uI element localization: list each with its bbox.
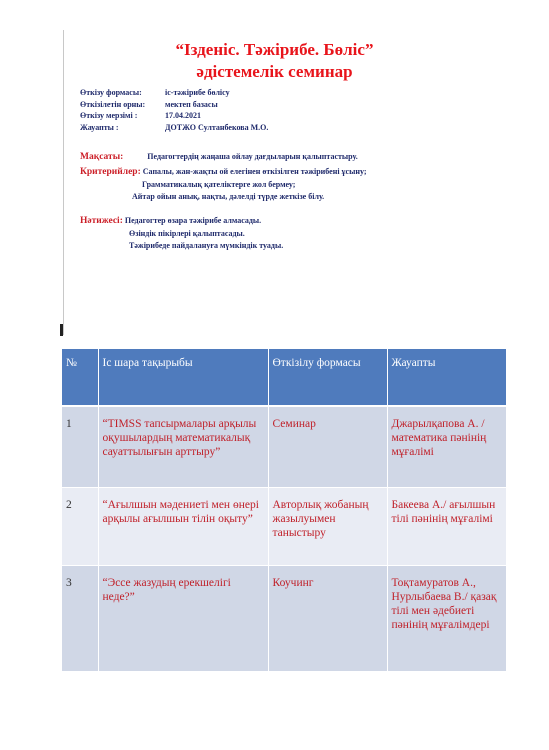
cell-topic: “TIMSS тапсырмалары арқылы оқушылардың математикалық сауаттылығын арттыру” <box>98 406 268 488</box>
header-topic: Іс шара тақырыбы <box>98 349 268 406</box>
info-key: Жауапты : <box>80 122 119 132</box>
cell-form: Коучинг <box>268 566 387 672</box>
header-form: Өткізілу формасы <box>268 349 387 406</box>
goal-label: Мақсаты: <box>80 152 124 162</box>
goal-text: Педагогтердің жаңаша ойлау дағдыларын қалыптастыру. <box>147 152 358 161</box>
result-label: Нәтижесі: <box>80 216 123 226</box>
goal-section <box>80 151 358 164</box>
result-section <box>80 215 283 253</box>
info-row-form <box>80 87 268 99</box>
header-responsible: Жауапты <box>387 349 506 406</box>
title-line-1: “Ізденіс. Тәжірибе. Бөліс” <box>175 40 374 59</box>
event-table <box>62 349 507 672</box>
header-number: № <box>62 349 98 406</box>
criteria-line-2: Грамматикалық қателіктерге жол бермеу; <box>142 179 296 189</box>
info-value: іс-тәжірибе бөлісу <box>165 88 230 97</box>
result-line-1: Педагогтер өзара тәжірибе алмасады. <box>124 216 262 225</box>
cell-form: Семинар <box>268 406 387 488</box>
info-row-place <box>80 99 268 111</box>
result-line-2: Өзіндік пікірлері қалыптасады. <box>129 228 245 238</box>
criteria-label: Критерийлер: <box>80 167 141 177</box>
criteria-line-1: Сапалы, жан-жақты ой елегінен өткізілген тәжірибені ұсыну; <box>142 167 367 176</box>
cell-topic: “Ағылшын мәдениеті мен өнері арқылы ағылшын тілін оқыту” <box>98 488 268 566</box>
table-row <box>62 488 506 566</box>
cell-form: Авторлық жобаның жазылуымен таныстыру <box>268 488 387 566</box>
cell-responsible: Тоқтамуратов А., Нурлыбаева В./ қазақ тілі мен әдебиеті пәнінің мұғалімдері <box>387 566 506 672</box>
cell-topic: “Эссе жазудың ерекшелігі неде?” <box>98 566 268 672</box>
table-row <box>62 566 506 672</box>
info-value: мектеп базасы <box>165 99 218 109</box>
info-value: 17.04.2021 <box>165 111 201 120</box>
cell-number: 3 <box>62 566 98 672</box>
info-row-responsible <box>80 122 268 134</box>
cell-number: 2 <box>62 488 98 566</box>
cell-responsible: Джарылқапова А. / математика пәнінің мұғалімі <box>387 406 506 488</box>
result-line-3: Тәжірибеде пайдалануға мүмкіндік туады. <box>129 241 284 250</box>
cell-number: 1 <box>62 406 98 488</box>
info-key: Өткізу формасы: <box>80 88 142 97</box>
title-line-2: әдістемелік семинар <box>196 62 353 81</box>
info-key: Өткізу мерзімі : <box>80 111 138 120</box>
seminar-info <box>80 87 268 133</box>
text-cursor <box>60 324 63 336</box>
criteria-line-3: Айтар ойын анық, нақты, дәлелді түрде жеткізе білу. <box>132 192 325 201</box>
info-key: Өткізілетін орны: <box>80 99 146 109</box>
table-header-row <box>62 349 506 406</box>
criteria-section <box>80 166 367 204</box>
table-row <box>62 406 506 488</box>
info-row-date <box>80 110 268 122</box>
cell-responsible: Бакеева А./ ағылшын тілі пәнінің мұғалімі <box>387 488 506 566</box>
info-value: ДОТЖО Султанбекова М.О. <box>165 122 269 132</box>
